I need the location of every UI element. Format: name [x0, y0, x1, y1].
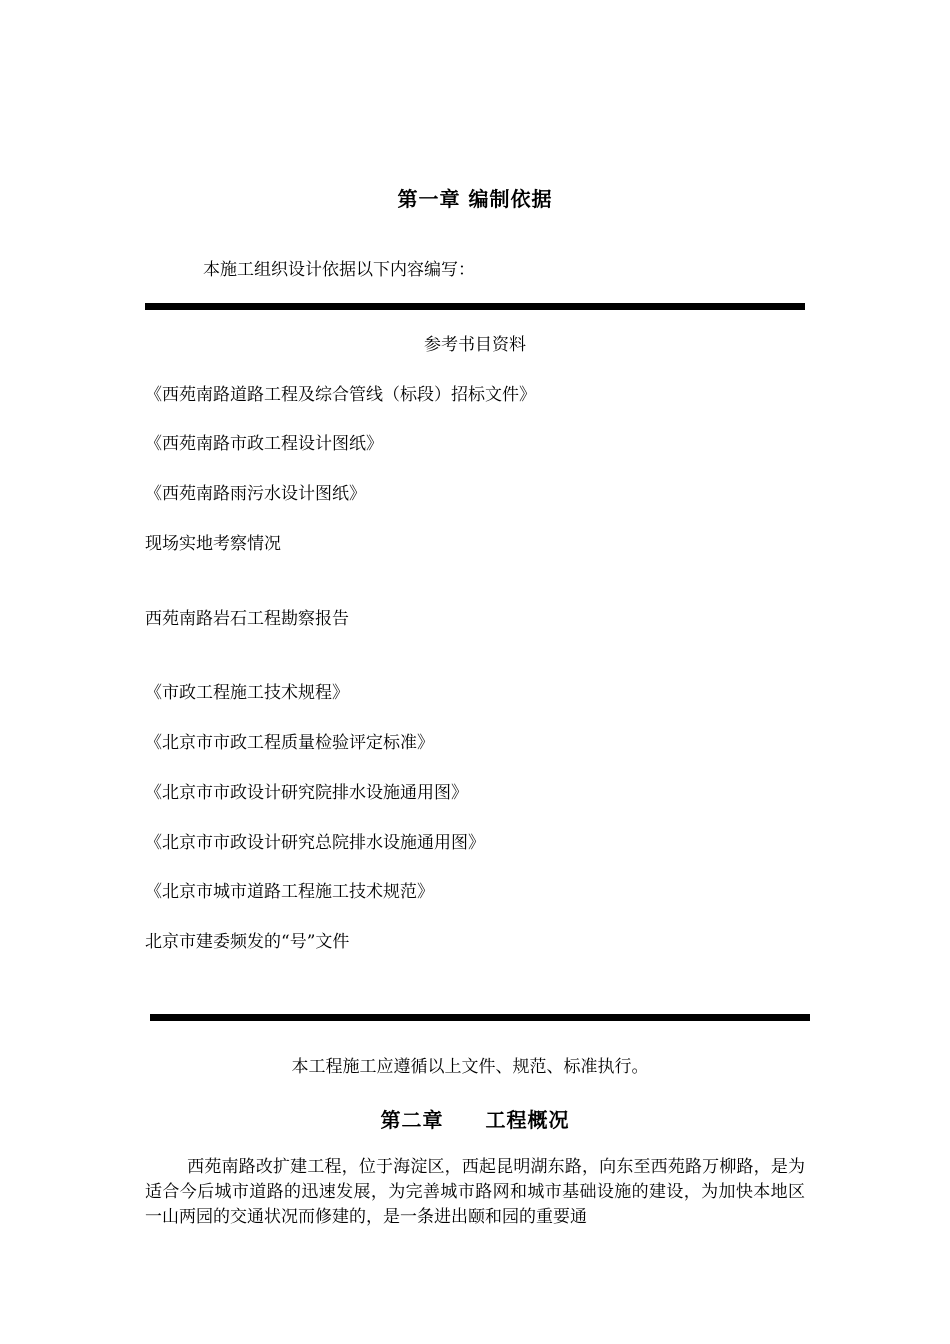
reference-item: 北京市建委频发的“号”文件: [145, 932, 350, 952]
chapter-2-paragraph-text: 西苑南路改扩建工程，位于海淀区，西起昆明湖东路，向东至西苑路万柳路，是为适合今后城市道路的迅速发展，为完善城市路网和城市基础设施的建设，为加快本地区一山两园的交通状况而修建的，是一条进出颐和园的重要通: [145, 1157, 805, 1227]
chapter-2-title: 第二章 工程概况: [380, 1108, 570, 1132]
reference-item: 现场实地考察情况: [145, 534, 281, 554]
reference-item: 《市政工程施工技术规程》: [145, 683, 349, 703]
references-heading: 参考书目资料: [424, 335, 526, 355]
reference-item: 西苑南路岩石工程勘察报告: [145, 609, 349, 629]
reference-item: 《西苑南路雨污水设计图纸》: [145, 484, 366, 504]
chapter-1-title: 第一章 编制依据: [397, 187, 553, 211]
reference-item: 《北京市市政工程质量检验评定标准》: [145, 733, 434, 753]
reference-item: 《北京市城市道路工程施工技术规范》: [145, 882, 434, 902]
references-closing: 本工程施工应遵循以上文件、规范、标准执行。: [291, 1057, 649, 1077]
reference-item: 《北京市市政设计研究总院排水设施通用图》: [145, 833, 485, 853]
table-bottom-rule: [150, 1014, 810, 1021]
reference-item: 《西苑南路道路工程及综合管线（标段）招标文件》: [145, 385, 536, 405]
reference-item: 《北京市市政设计研究院排水设施通用图》: [145, 783, 468, 803]
chapter-1-intro: 本施工组织设计依据以下内容编写：: [203, 260, 475, 280]
reference-item: 《西苑南路市政工程设计图纸》: [145, 434, 383, 454]
table-top-rule: [145, 303, 805, 310]
chapter-2-paragraph: [145, 1155, 805, 1230]
